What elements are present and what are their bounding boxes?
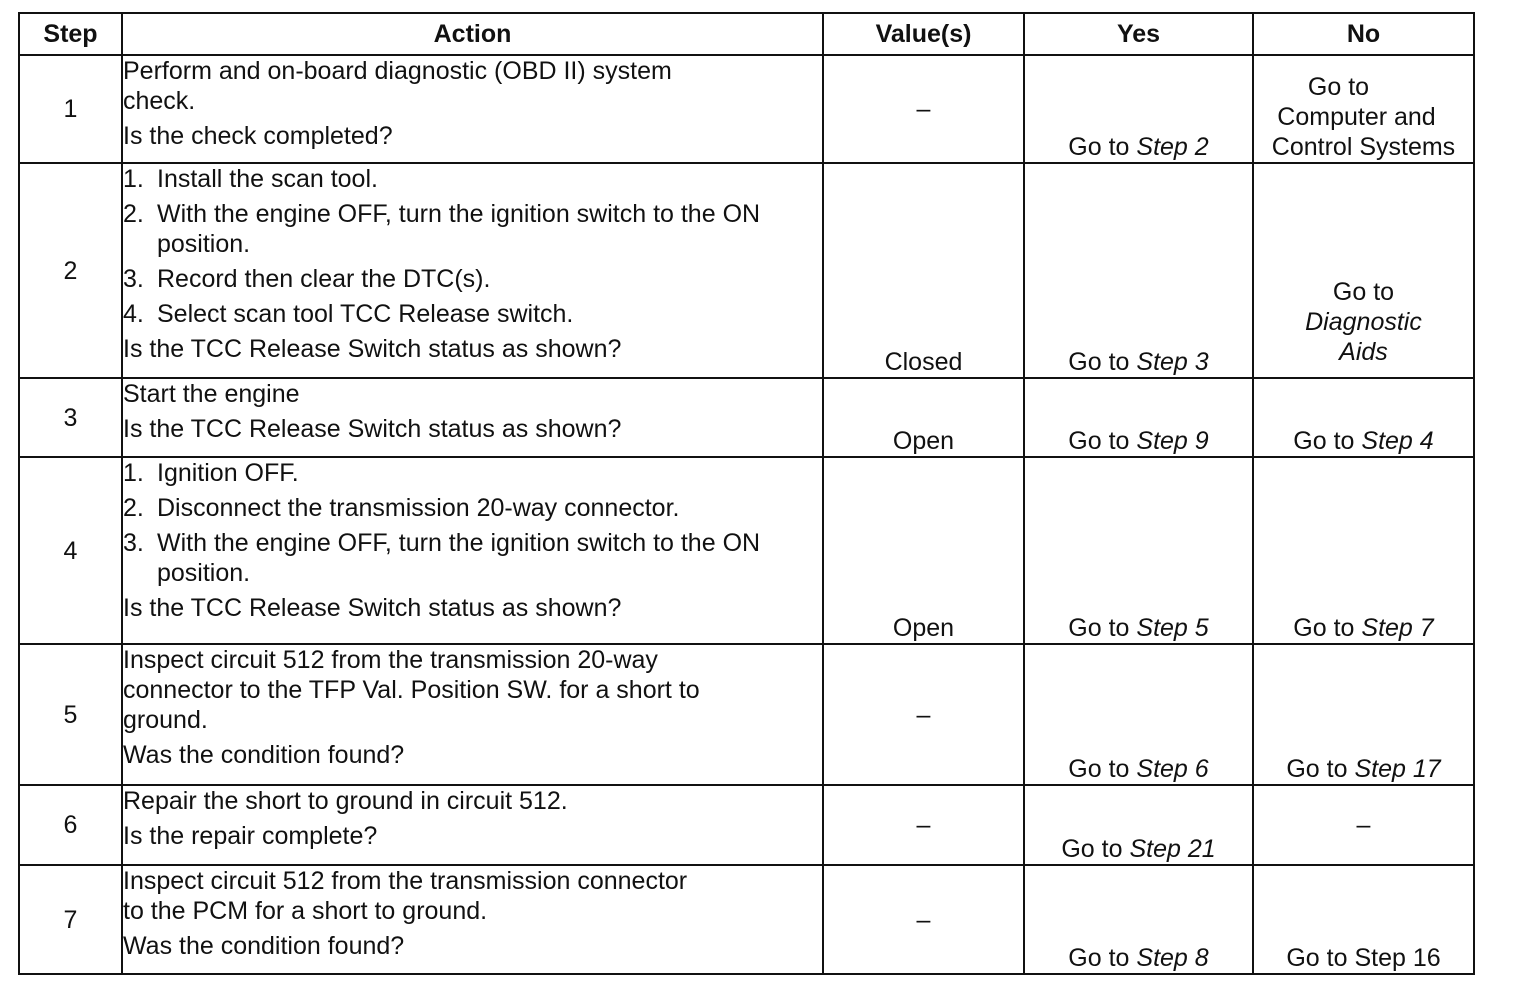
table-row [19,55,1474,163]
no-prefix: Go to [1293,614,1355,642]
table-row [19,378,1474,457]
yes-step-ref: Step 8 [1136,944,1209,972]
yes-cell [1024,644,1253,785]
no-cell [1253,457,1474,644]
yes-cell [1024,55,1253,163]
list-item-number: 2. [123,200,144,228]
action-text: Start the engine [123,380,300,408]
yes-cell [1024,865,1253,974]
no-cell: – [1253,785,1474,865]
no-text: Go to [1307,73,1370,101]
action-cell [122,457,823,644]
no-cell: Go to Step 16 [1253,865,1474,974]
no-cell [1253,163,1474,378]
action-text: Repair the short to ground in circuit 512. [123,787,568,815]
list-item-text: Ignition OFF. [157,459,299,487]
no-cell [1253,378,1474,457]
yes-cell [1024,163,1253,378]
list-item [123,199,822,259]
action-question: Is the repair complete? [123,822,378,850]
no-step-ref: Step 4 [1361,427,1434,455]
yes-step-ref: Step 2 [1136,133,1209,161]
value-cell: – [823,785,1024,865]
table-row [19,163,1474,378]
header-step: Step [19,13,122,55]
header-action: Action [122,13,823,55]
header-values: Value(s) [823,13,1024,55]
no-cell [1253,644,1474,785]
no-prefix: Go to [1332,278,1395,306]
table-row [19,785,1474,865]
value-cell: Closed [823,163,1024,378]
yes-step-ref: Step 6 [1136,755,1209,783]
action-text: ground. [123,706,208,734]
list-item [123,264,822,294]
action-question: Is the check completed? [123,122,393,150]
action-text: to the PCM for a short to ground. [123,897,488,925]
no-step-ref: Diagnostic [1305,308,1422,336]
list-item-text: With the engine OFF, turn the ignition switch to the ON position. [157,200,761,258]
list-item [123,164,822,194]
header-no: No [1253,13,1474,55]
table-row [19,865,1474,974]
no-prefix: Go to [1293,427,1355,455]
action-text: Inspect circuit 512 from the transmission 20-way [123,646,658,674]
value-cell: – [823,865,1024,974]
yes-prefix: Go to [1068,133,1130,161]
step-number: 4 [19,457,122,644]
action-cell [122,55,823,163]
no-cell [1253,55,1474,163]
list-item [123,528,822,588]
list-item-text: Record then clear the DTC(s). [157,265,491,293]
yes-step-ref: Step 5 [1136,614,1209,642]
action-question: Is the TCC Release Switch status as shown? [123,415,622,443]
action-text: check. [123,87,196,115]
yes-prefix: Go to [1068,614,1130,642]
no-step-ref: Step 7 [1361,614,1434,642]
list-item-text: Install the scan tool. [157,165,378,193]
value-cell: Open [823,378,1024,457]
yes-prefix: Go to [1068,755,1130,783]
yes-prefix: Go to [1068,348,1130,376]
value-cell: – [823,55,1024,163]
action-text: Inspect circuit 512 from the transmission connector [123,867,688,895]
yes-prefix: Go to [1068,427,1130,455]
yes-prefix: Go to [1061,835,1123,863]
action-cell [122,644,823,785]
action-question: Was the condition found? [123,741,405,769]
no-step-ref: Aids [1339,338,1388,366]
list-item-text: Select scan tool TCC Release switch. [157,300,574,328]
table-row [19,644,1474,785]
action-question: Is the TCC Release Switch status as shown? [123,594,622,622]
yes-step-ref: Step 21 [1129,835,1216,863]
list-item-number: 2. [123,494,144,522]
yes-cell [1024,378,1253,457]
action-cell [122,163,823,378]
list-item-number: 3. [123,529,144,557]
list-item-number: 1. [123,165,144,193]
action-question: Is the TCC Release Switch status as shown? [123,335,622,363]
yes-prefix: Go to [1068,944,1130,972]
list-item-number: 1. [123,459,144,487]
step-number: 6 [19,785,122,865]
action-text: connector to the TFP Val. Position SW. for a short to [123,676,700,704]
list-item-number: 3. [123,265,144,293]
action-cell [122,785,823,865]
list-item-text: With the engine OFF, turn the ignition switch to the ON position. [157,529,761,587]
step-number: 5 [19,644,122,785]
yes-step-ref: Step 9 [1136,427,1209,455]
action-cell [122,865,823,974]
no-step-ref: Step 17 [1354,755,1441,783]
value-cell: Open [823,457,1024,644]
step-number: 2 [19,163,122,378]
list-item-number: 4. [123,300,144,328]
step-number: 1 [19,55,122,163]
list-item [123,299,822,329]
diagnostic-table [18,12,1475,975]
table-row [19,457,1474,644]
list-item [123,458,822,488]
header-yes: Yes [1024,13,1253,55]
no-text: Control Systems [1271,133,1456,161]
no-text: Computer and [1277,103,1436,131]
value-cell: – [823,644,1024,785]
yes-step-ref: Step 3 [1136,348,1209,376]
yes-cell [1024,785,1253,865]
yes-cell [1024,457,1253,644]
action-text: Perform and on-board diagnostic (OBD II) system [123,57,672,85]
list-item [123,493,822,523]
action-question: Was the condition found? [123,932,405,960]
header-row [19,13,1474,55]
list-item-text: Disconnect the transmission 20-way connector. [157,494,680,522]
no-prefix: Go to [1286,755,1348,783]
action-cell [122,378,823,457]
step-number: 7 [19,865,122,974]
step-number: 3 [19,378,122,457]
